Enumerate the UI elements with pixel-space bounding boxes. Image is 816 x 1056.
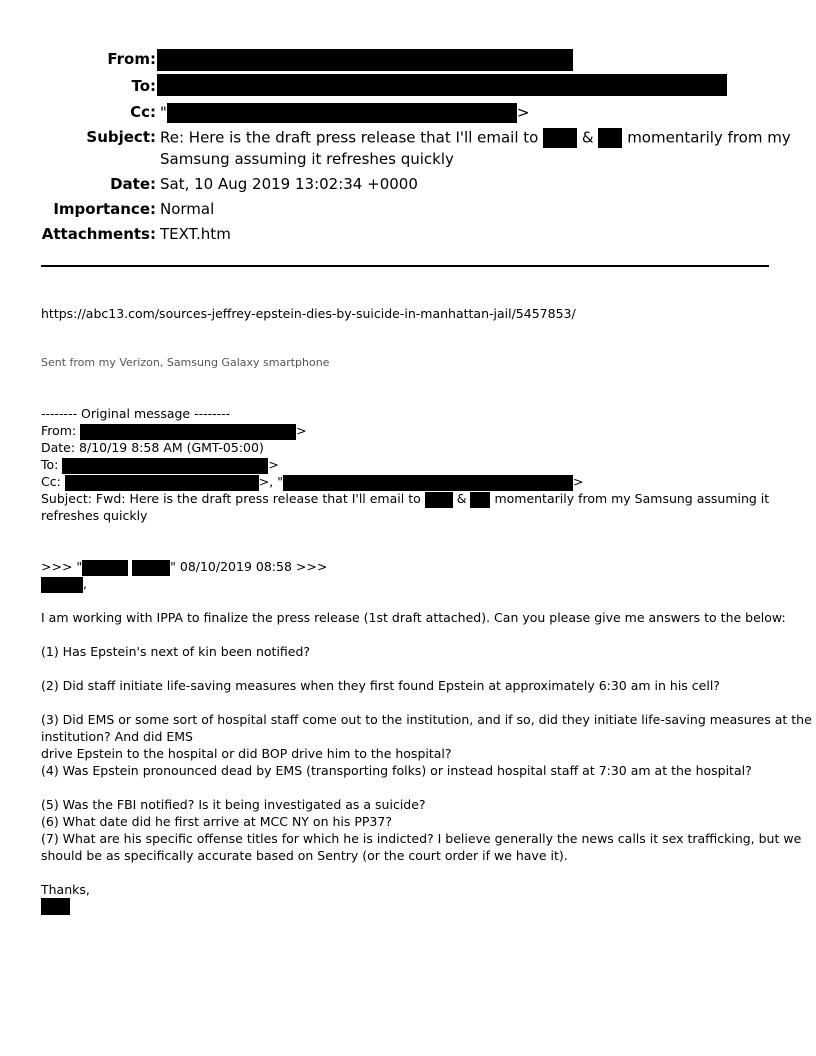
orig-cc-label: Cc: (41, 474, 61, 489)
from-label: From: (107, 50, 156, 68)
question-7-line1: (7) What are his specific offense titles for which he is indicted? I believe generally the news calls it sex trafficking, but we (41, 831, 802, 846)
redacted-orig-cc-2 (283, 475, 573, 491)
header-divider (41, 265, 769, 267)
redacted-subject-name-2 (598, 128, 622, 148)
orig-to-label: To: (41, 457, 59, 472)
orig-to-line (41, 456, 279, 474)
redacted-orig-subject-name-2 (470, 492, 490, 508)
orig-subject-amp: & (456, 491, 467, 506)
redacted-subject-name-1 (543, 128, 577, 148)
importance-value: Normal (160, 200, 215, 218)
orig-date-line: Date: 8/10/19 8:58 AM (GMT-05:00) (41, 440, 264, 455)
date-value: Sat, 10 Aug 2019 13:02:34 +0000 (160, 175, 418, 193)
redacted-orig-from (80, 424, 296, 440)
quote-prefix: >>> " (41, 559, 83, 574)
cc-suffix: > (516, 103, 530, 122)
question-7-line2: should be as specifically accurate based on Sentry (or the court order if we have it). (41, 848, 568, 863)
redacted-from (157, 49, 573, 71)
question-2: (2) Did staff initiate life-saving measures when they first found Epstein at approximately 6:30 am in his cell? (41, 678, 720, 693)
redacted-orig-to (62, 458, 268, 474)
article-link[interactable]: https://abc13.com/sources-jeffrey-epstein-dies-by-suicide-in-manhattan-jail/5457853/ (41, 306, 576, 321)
redacted-signature (41, 898, 70, 915)
question-3-line1: (3) Did EMS or some sort of hospital staff come out to the institution, and if so, did they initiate life-saving measures at the (41, 712, 812, 727)
cc-value (160, 103, 529, 123)
question-1: (1) Has Epstein's next of kin been notified? (41, 644, 311, 659)
redacted-quote-name-1 (82, 560, 128, 576)
importance-label: Importance: (53, 200, 156, 218)
orig-from-line (41, 422, 307, 440)
question-3-line2: institution? And did EMS (41, 729, 193, 744)
question-6: (6) What date did he first arrive at MCC NY on his PP37? (41, 814, 392, 829)
orig-cc-mid: >, " (258, 474, 283, 489)
subject-label: Subject: (86, 128, 156, 146)
orig-subject-part2: momentarily from my Samsung assuming it (494, 491, 770, 506)
cc-prefix: " (160, 103, 167, 122)
subject-part1: Re: Here is the draft press release that I'll email to (160, 128, 539, 147)
question-4: (4) Was Epstein pronounced dead by EMS (transporting folks) or instead hospital staff at 7:30 am at the hospital? (41, 763, 752, 778)
to-label: To: (131, 77, 156, 95)
orig-subject-part1: Subject: Fwd: Here is the draft press release that I'll email to (41, 491, 421, 506)
question-5: (5) Was the FBI notified? Is it being investigated as a suicide? (41, 797, 426, 812)
redacted-to (157, 74, 727, 96)
redacted-cc (167, 103, 517, 123)
subject-line2: Samsung assuming it refreshes quickly (160, 150, 454, 168)
quote-header (41, 558, 327, 576)
subject-value (160, 128, 791, 148)
redacted-quote-name-2 (132, 560, 170, 576)
date-label: Date: (110, 175, 156, 193)
attachments-value[interactable]: TEXT.htm (160, 225, 231, 243)
greeting-suffix: , (83, 576, 87, 591)
question-3-line3: drive Epstein to the hospital or did BOP drive him to the hospital? (41, 746, 452, 761)
redacted-orig-subject-name-1 (425, 492, 453, 508)
greeting-line (41, 575, 87, 593)
orig-to-suffix: > (268, 457, 279, 472)
orig-cc-suffix: > (572, 474, 584, 489)
subject-amp: & (581, 128, 594, 147)
orig-subject-line (41, 490, 769, 508)
subject-part2: momentarily from my (627, 128, 791, 147)
attachments-label: Attachments: (41, 225, 156, 243)
sent-from-signature: Sent from my Verizon, Samsung Galaxy smartphone (41, 356, 330, 369)
cc-label: Cc: (130, 103, 156, 121)
redacted-greeting-name (41, 577, 83, 593)
closing-thanks: Thanks, (41, 882, 90, 897)
intro-paragraph: I am working with IPPA to finalize the press release (1st draft attached). Can you please give me answers to the below: (41, 610, 786, 625)
orig-subject-line2: refreshes quickly (41, 508, 148, 523)
original-message-header: -------- Original message -------- (41, 406, 231, 421)
quote-suffix: " 08/10/2019 08:58 >>> (170, 559, 328, 574)
orig-from-label: From: (41, 423, 77, 438)
orig-from-suffix: > (296, 423, 307, 438)
redacted-orig-cc-1 (65, 475, 259, 491)
orig-cc-line (41, 473, 583, 491)
